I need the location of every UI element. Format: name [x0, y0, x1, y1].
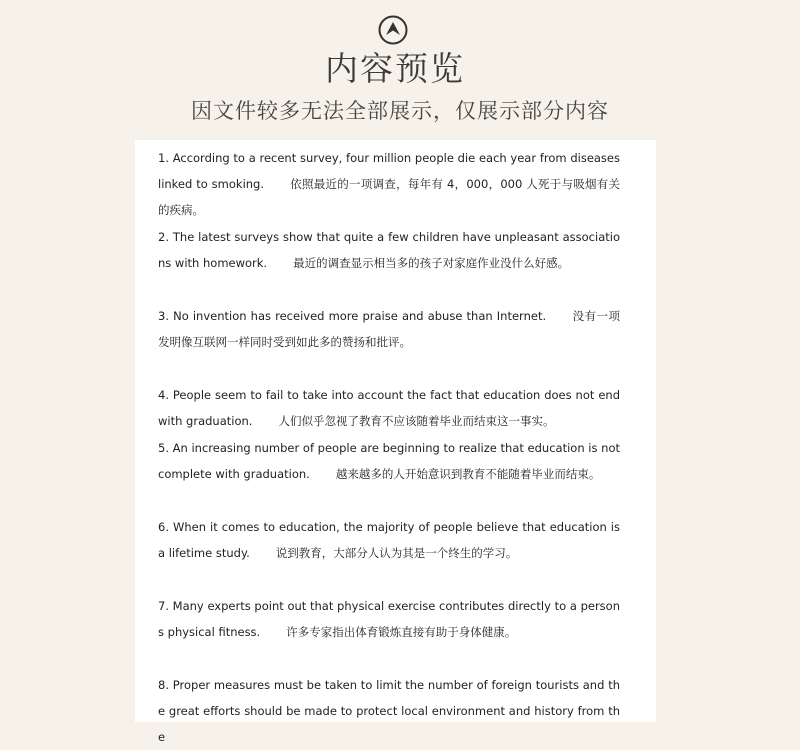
paragraph [158, 224, 620, 276]
paragraph-chinese: 人们似乎忽视了教育不应该随着毕业而结束这一事实。 [278, 414, 555, 428]
page-title: 内容预览 [325, 49, 465, 88]
paragraph-english: 3. No invention has received more praise and abuse than Internet. [158, 309, 547, 323]
paragraph-chinese: 越来越多的人开始意识到教育不能随着毕业而结束。 [335, 467, 601, 481]
paragraph-english: 8. Proper measures must be taken to limit the number of foreign tourists and the great efforts should be made to protect local environment and history from the [158, 678, 620, 744]
paragraph-english: 5. An increasing number of people are beginning to realize that education is not complete with graduation. [158, 441, 620, 481]
paragraph [158, 382, 620, 434]
paragraph-chinese: 说到教育，大部分人认为其是一个终生的学习。 [275, 546, 518, 560]
paragraph [158, 303, 620, 355]
paragraph [158, 435, 620, 487]
paragraph-english: 6. When it comes to education, the majority of people believe that education is a lifetime study. [158, 520, 620, 560]
paragraph-english: 2. The latest surveys show that quite a few children have unpleasant associations with homework. [158, 230, 620, 270]
paragraph [158, 672, 620, 750]
paragraph [158, 514, 620, 566]
paragraph [158, 593, 620, 645]
paragraph-chinese: 依照最近的一项调查，每年有 4，000，000 人死于与吸烟有关的疾病。 [158, 177, 620, 217]
paragraph-english: 1. According to a recent survey, four million people die each year from diseases linked to smoking. [158, 151, 620, 191]
paragraph-english: 4. People seem to fail to take into account the fact that education does not end with graduation. [158, 388, 620, 428]
paragraph-chinese: 许多专家指出体育锻炼直接有助于身体健康。 [286, 625, 517, 639]
paragraph-chinese: 没有一项发明像互联网一样同时受到如此多的赞扬和批评。 [158, 309, 621, 349]
chevron-up-circle-icon [378, 15, 408, 45]
paragraph-chinese: 最近的调查显示相当多的孩子对家庭作业没什么好感。 [293, 256, 570, 270]
paragraph [158, 145, 620, 223]
page-subtitle: 因文件较多无法全部展示，仅展示部分内容 [191, 99, 609, 123]
paragraph-english: 7. Many experts point out that physical exercise contributes directly to a persons physical fitness. [158, 599, 620, 639]
document-preview [135, 140, 656, 744]
